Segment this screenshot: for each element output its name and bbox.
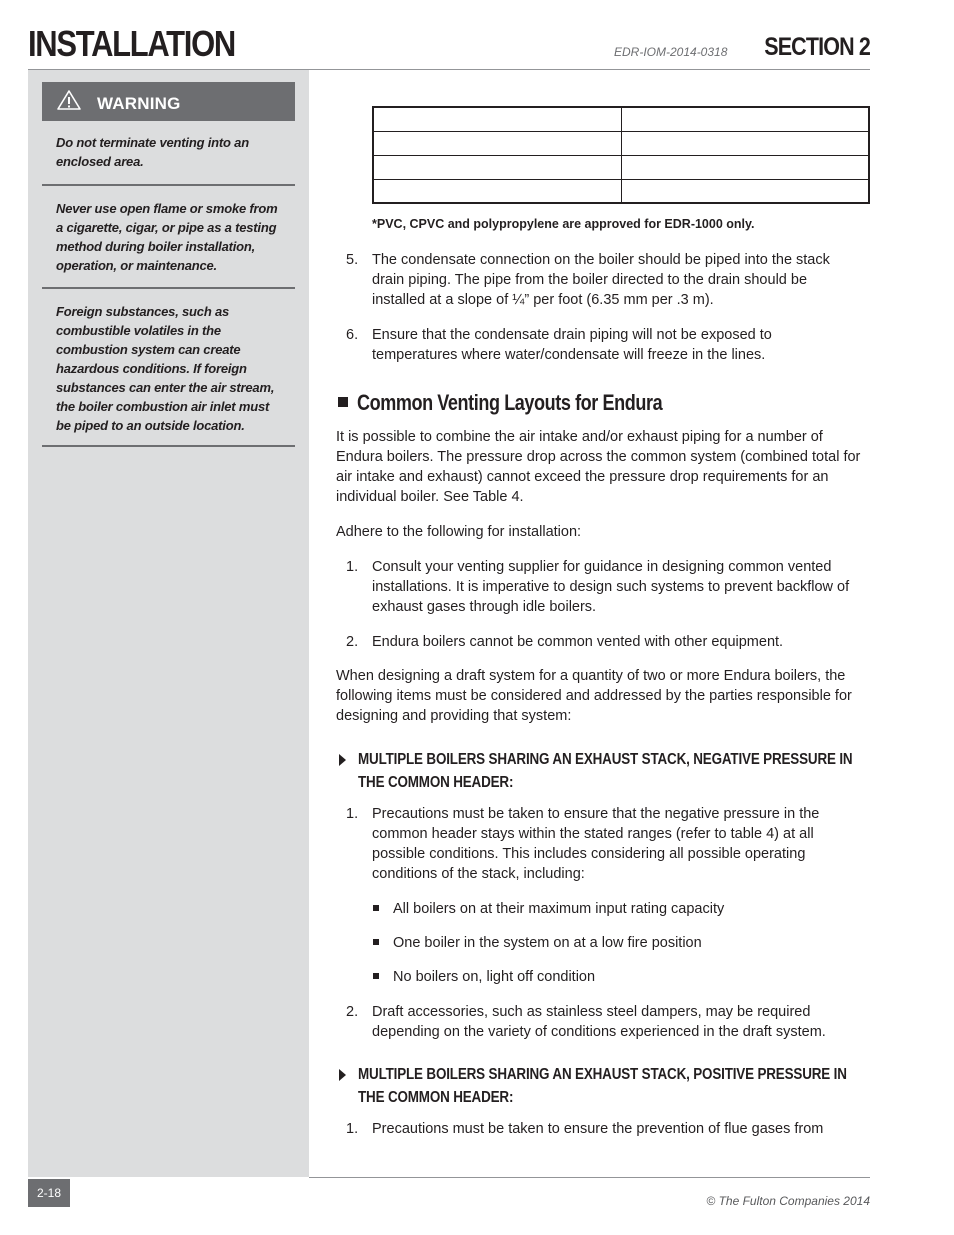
venting-table — [372, 106, 870, 204]
step-text: Draft accessories, such as stainless steel dampers, may be required depending on the variety of conditions experienced in the draft system. — [372, 1004, 826, 1040]
table-cell — [621, 107, 869, 131]
subheading-arrow-icon — [339, 754, 346, 766]
step-text: Precautions must be taken to ensure that the negative pressure in the common header stays within the stated ranges (refer to table 4) at all possible conditions. This includes considering all possible operating conditions of the stack, including: — [372, 806, 820, 882]
step-text: Endura boilers cannot be common vented with other equipment. — [372, 634, 784, 650]
step-text: The condensate connection on the boiler should be piped into the stack drain piping. The pipe from the boiler directed to the drain should be installed at a slope of ¼” per foot (6.35 mm per .3 m). — [372, 252, 830, 308]
step-number: 1. — [346, 559, 359, 575]
intro-paragraph: It is possible to combine the air intake and/or exhaust piping for a number of Endura boilers. The pressure drop across the common system (combined total for air intake and exhaust) cannot exceed the pressure drop requirements for an individual boiler. See Table 4. — [336, 429, 861, 505]
step-number: 2. — [346, 1004, 359, 1020]
bullet-icon — [373, 905, 379, 911]
page-number: 2-18 — [28, 1179, 70, 1207]
list-item: One boiler in the system on at a low fire position — [393, 935, 702, 951]
table-row — [373, 131, 869, 155]
step-text: Precautions must be taken to ensure the prevention of flue gases from — [372, 1121, 824, 1137]
bullet-icon — [373, 973, 379, 979]
subheading-negative: MULTIPLE BOILERS SHARING AN EXHAUST STACK, NEGATIVE PRESSURE IN THE COMMON HEADER: — [358, 751, 853, 791]
step-text: Consult your venting supplier for guidance in designing common vented installations. It is imperative to design such systems to prevent backflow of exhaust gases through idle boilers. — [372, 559, 850, 615]
table-row — [373, 155, 869, 179]
table-cell — [373, 107, 621, 131]
step-number: 2. — [346, 634, 359, 650]
warning-triangle-icon — [56, 89, 82, 111]
warning-label: WARNING — [97, 94, 181, 113]
section-label: SECTION 2 — [764, 33, 870, 61]
step-number: 6. — [346, 327, 359, 343]
warning-text-3: Foreign substances, such as combustible volatiles in the combustion system can create hazardous conditions. If foreign substances can enter the air stream, the boiler combustion air inlet must be piped to an outside location. — [56, 304, 275, 433]
page-title: INSTALLATION — [28, 23, 235, 64]
warning-header — [42, 82, 295, 121]
step-number: 5. — [346, 252, 359, 268]
step-number: 1. — [346, 1121, 359, 1137]
warning-divider — [42, 184, 295, 186]
subheading-arrow-icon — [339, 1069, 346, 1081]
warning-text-1: Do not terminate venting into an enclosed area. — [56, 135, 249, 169]
step-number: 1. — [346, 806, 359, 822]
adhere-paragraph: Adhere to the following for installation: — [336, 524, 582, 540]
document-id: EDR-IOM-2014-0318 — [614, 45, 728, 59]
table-row — [373, 179, 869, 203]
table-row — [373, 107, 869, 131]
table-cell — [373, 131, 621, 155]
step-text: Ensure that the condensate drain piping will not be exposed to temperatures where water/condensate will freeze in the lines. — [372, 327, 772, 363]
warning-divider — [42, 287, 295, 289]
heading-bullet — [338, 397, 348, 407]
section-heading: Common Venting Layouts for Endura — [357, 390, 663, 415]
subheading-positive: MULTIPLE BOILERS SHARING AN EXHAUST STACK, POSITIVE PRESSURE IN THE COMMON HEADER: — [358, 1066, 847, 1106]
draft-paragraph: When designing a draft system for a quantity of two or more Endura boilers, the following items must be considered and addressed by the parties responsible for designing and providing that system: — [336, 668, 852, 724]
warning-text-2: Never use open flame or smoke from a cigarette, cigar, or pipe as a testing method during boiler installation, operation, or maintenance. — [56, 201, 278, 273]
list-item: No boilers on, light off condition — [393, 969, 596, 985]
list-item: All boilers on at their maximum input rating capacity — [393, 901, 725, 917]
table-cell — [621, 179, 869, 203]
table-cell — [373, 179, 621, 203]
warning-divider — [42, 445, 295, 447]
copyright: © The Fulton Companies 2014 — [706, 1194, 870, 1208]
table-cell — [621, 155, 869, 179]
table-note: *PVC, CPVC and polypropylene are approved for EDR-1000 only. — [372, 217, 755, 231]
footer-divider — [309, 1177, 870, 1178]
table-cell — [373, 155, 621, 179]
bullet-icon — [373, 939, 379, 945]
table-cell — [621, 131, 869, 155]
